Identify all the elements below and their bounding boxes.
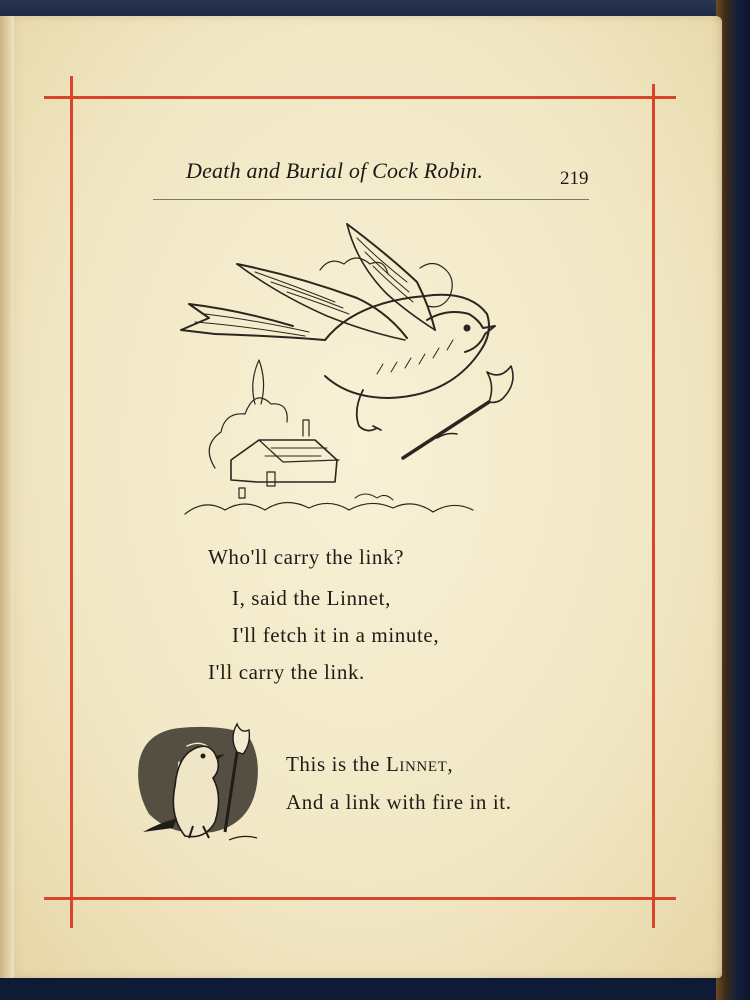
caption-suffix: , xyxy=(447,752,454,776)
caption-line-2: And a link with fire in it. xyxy=(286,790,512,814)
page-number: 219 xyxy=(560,168,589,189)
border-rule-left xyxy=(70,76,73,928)
border-rule-right xyxy=(652,84,655,928)
verse-line-4: I'll carry the link. xyxy=(208,660,365,684)
caption-bird-name: Linnet xyxy=(385,752,448,776)
page-gutter xyxy=(0,16,14,978)
header-rule xyxy=(153,199,589,200)
caption-line-1 xyxy=(286,752,453,777)
linnet-flying-with-torch-icon xyxy=(175,218,535,523)
linnet-with-torch-icon xyxy=(133,722,263,844)
border-rule-top xyxy=(44,96,676,99)
border-rule-bottom xyxy=(44,897,676,900)
verse-line-3: I'll fetch it in a minute, xyxy=(232,623,440,647)
page-header-title: Death and Burial of Cock Robin. xyxy=(186,158,484,183)
verse-line-1: Who'll carry the link? xyxy=(208,545,404,569)
caption-prefix: This is the xyxy=(286,752,386,776)
verse-line-2: I, said the Linnet, xyxy=(232,586,391,610)
